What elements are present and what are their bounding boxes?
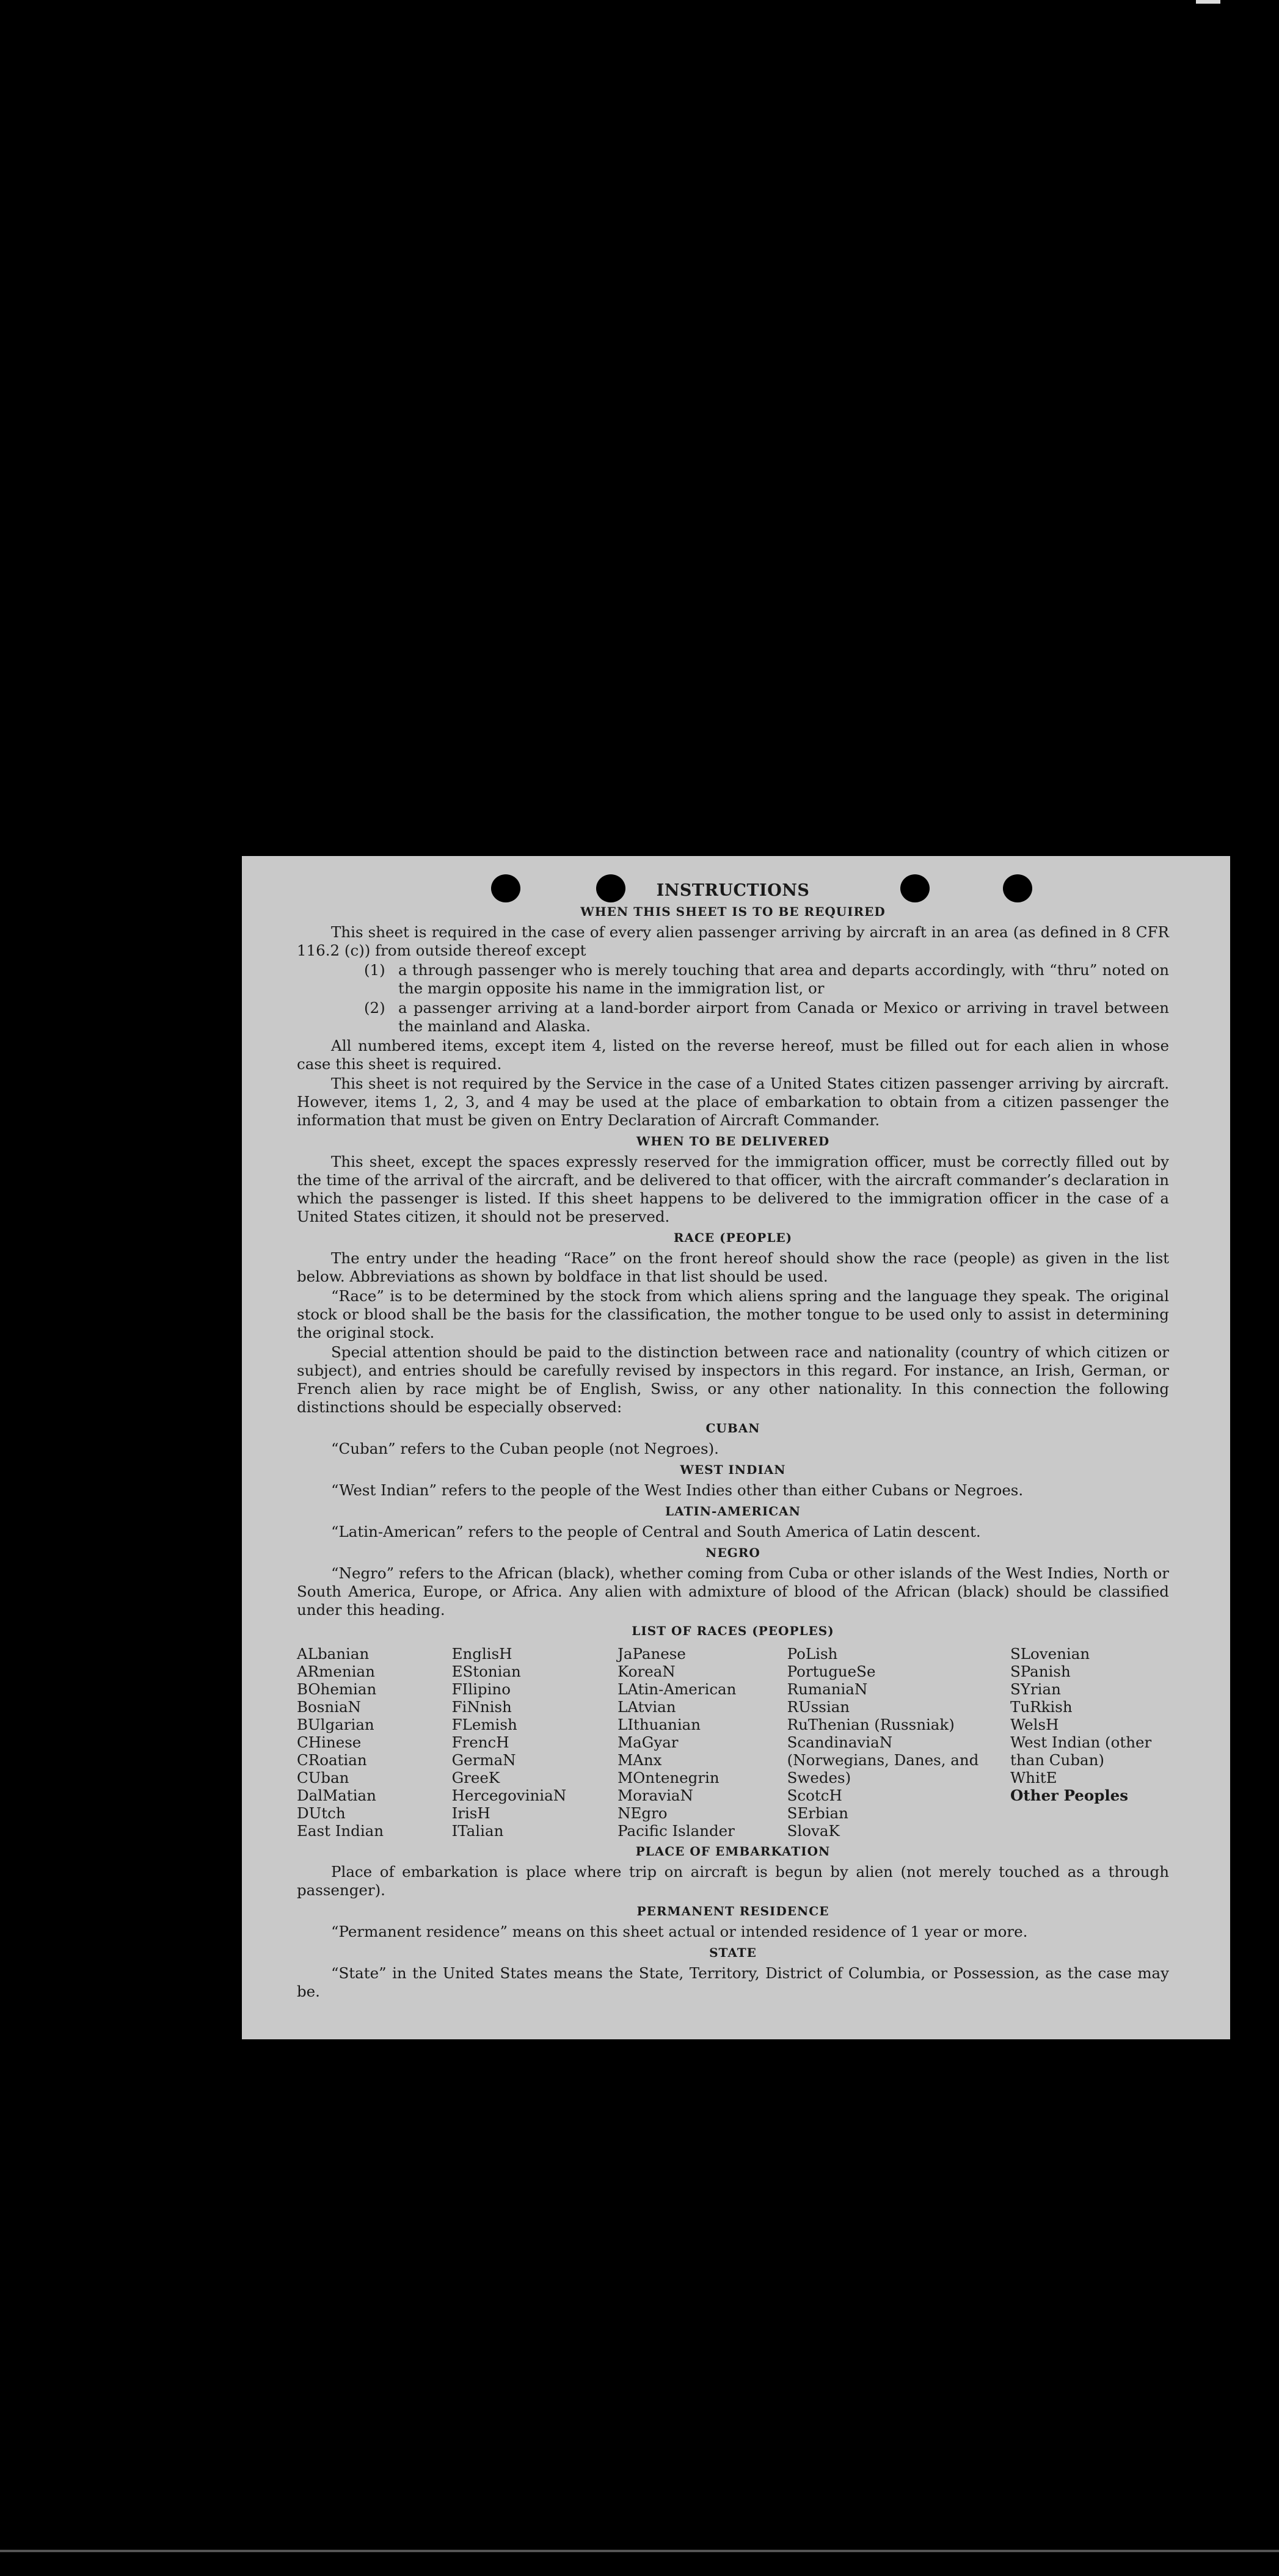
race-entry: PortugueSe: [787, 1663, 876, 1680]
race-entry: CUban: [297, 1769, 349, 1787]
races-column: [618, 1645, 787, 1840]
race-entry: ITalian: [451, 1822, 504, 1840]
race-entry: MaGyar: [618, 1733, 679, 1751]
race-entry: FiNnish: [451, 1698, 512, 1716]
section-heading: RACE (PEOPLE): [673, 1230, 793, 1245]
race-entry: MOntenegrin: [618, 1769, 720, 1787]
paragraph: Special attention should be paid to the distinction between race and nationality (country of which citizen or subject), and entries should be carefully revised by inspectors in this regard. For instance, an Irish, German, or French alien by race might be of English, Swiss, or any other nationality. In this connection the following distinctions should be especially observed:: [297, 1343, 1169, 1416]
section-heading: STATE: [709, 1945, 757, 1960]
paragraph: “State” in the United States means the State, Territory, District of Columbia, or Possession, as the case may be.: [297, 1964, 1169, 2000]
punch-hole: [596, 874, 625, 902]
race-entry: PoLish: [787, 1645, 838, 1663]
section-heading: WHEN TO BE DELIVERED: [636, 1134, 830, 1148]
race-entry: ALbanian: [297, 1645, 370, 1663]
race-entry: LAtvian: [618, 1698, 676, 1716]
race-entry: IrisH: [451, 1804, 490, 1822]
page-title: INSTRUCTIONS: [656, 881, 810, 900]
item-text: a through passenger who is merely touching that area and departs accordingly, with “thru” noted on the margin opposite his name in the immigration list, or: [398, 961, 1169, 997]
paragraph: “Cuban” refers to the Cuban people (not Negroes).: [331, 1440, 719, 1457]
race-entry: LAtin-American: [618, 1680, 737, 1698]
paragraph: This sheet is not required by the Service in the case of a United States citizen passenger arriving by aircraft. However, items 1, 2, 3, and 4 may be used at the place of embarkation to obtain from a citizen passenger the information that must be given on Entry Declaration of Aircraft Commander.: [297, 1075, 1169, 1129]
race-entry: RUssian: [787, 1698, 850, 1716]
paragraph: “Latin-American” refers to the people of Central and South America of Latin descent.: [331, 1523, 981, 1540]
section-heading: NEGRO: [705, 1545, 760, 1560]
race-entry: CRoatian: [297, 1751, 367, 1769]
races-column: [1010, 1645, 1169, 1840]
races-column: [452, 1645, 618, 1840]
race-entry: WelsH: [1010, 1716, 1059, 1733]
paragraph: Place of embarkation is place where trip on aircraft is begun by alien (not merely touched as a through passenger).: [297, 1863, 1169, 1899]
punch-hole: [900, 874, 930, 902]
race-entry: ScotcH: [787, 1787, 842, 1804]
race-entry: WhitE: [1010, 1769, 1057, 1787]
race-entry: ARmenian: [297, 1663, 375, 1680]
race-entry: BOhemian: [297, 1680, 377, 1698]
race-entry: FrencH: [451, 1733, 509, 1751]
paragraph: This sheet is required in the case of every alien passenger arriving by aircraft in an area (as defined in 8 CFR 116.2 (c)) from outside thereof except: [297, 923, 1169, 959]
paragraph: The entry under the heading “Race” on the front hereof should show the race (people) as given in the list below. Abbreviations as shown by boldface in that list should be used.: [297, 1249, 1169, 1285]
paragraph: “Race” is to be determined by the stock from which aliens spring and the language they speak. The original stock or blood shall be the basis for the classification, the mother tongue to be used only to assist in determining the original stock.: [297, 1287, 1169, 1341]
race-entry: LIthuanian: [618, 1716, 701, 1733]
paragraph: “Permanent residence” means on this sheet actual or intended residence of 1 year or more.: [331, 1923, 1028, 1940]
race-entry: CHinese: [297, 1733, 362, 1751]
scan-edge-line: [0, 2550, 1279, 2552]
race-entry: BosniaN: [297, 1698, 361, 1716]
edge-mark: [1196, 0, 1220, 4]
paragraph: This sheet, except the spaces expressly reserved for the immigration officer, must be correctly filled out by the time of the arrival of the aircraft, and be delivered to that officer, with the aircraft commander’s declaration in which the passenger is listed. If this sheet happens to be delivered to the immigration officer in the case of a United States citizen, it should not be preserved.: [297, 1153, 1169, 1225]
race-entry: West Indian (other than Cuban): [1010, 1733, 1152, 1769]
race-entry: SErbian: [787, 1804, 848, 1822]
punch-hole: [1003, 874, 1032, 902]
section-heading: WHEN THIS SHEET IS TO BE REQUIRED: [580, 904, 886, 919]
section-heading: LATIN-AMERICAN: [665, 1504, 801, 1518]
race-entry: TuRkish: [1010, 1698, 1073, 1716]
paragraph: “Negro” refers to the African (black), whether coming from Cuba or other islands of the West Indies, North or South America, Europe, or Africa. Any alien with admixture of blood of the African (black) should be classified under this heading.: [297, 1564, 1169, 1619]
instruction-sheet: [242, 856, 1230, 2039]
section-heading: PLACE OF EMBARKATION: [635, 1844, 831, 1859]
race-entry: SPanish: [1010, 1663, 1071, 1680]
race-entry: MAnx: [618, 1751, 662, 1769]
race-entry: DalMatian: [297, 1787, 376, 1804]
race-entry: EnglisH: [451, 1645, 512, 1663]
item-number: (2): [364, 999, 385, 1017]
paragraph: “West Indian” refers to the people of the West Indies other than either Cubans or Negroes.: [331, 1481, 1024, 1499]
section-heading: LIST OF RACES (PEOPLES): [632, 1624, 834, 1638]
race-entry: Pacific Islander: [618, 1822, 735, 1840]
race-entry: GreeK: [451, 1769, 500, 1787]
race-entry: DUtch: [297, 1804, 346, 1822]
list-item: [364, 999, 1169, 1036]
section-heading: CUBAN: [705, 1421, 760, 1435]
race-entry: KoreaN: [618, 1663, 676, 1680]
race-entry: FIlipino: [451, 1680, 511, 1698]
race-entry: East Indian: [297, 1822, 384, 1840]
section-heading: WEST INDIAN: [680, 1462, 786, 1477]
race-entry: EStonian: [451, 1663, 521, 1680]
race-entry: ScandinaviaN (Norwegians, Danes, and Swedes): [787, 1733, 979, 1787]
paragraph: All numbered items, except item 4, listed on the reverse hereof, must be filled out for each alien in whose case this sheet is required.: [297, 1037, 1169, 1073]
race-entry: SLovenian: [1010, 1645, 1090, 1663]
races-column: [297, 1645, 452, 1840]
list-item: [364, 961, 1169, 998]
races-column: [787, 1645, 1010, 1840]
race-entry: SYrian: [1010, 1680, 1061, 1698]
item-number: (1): [364, 961, 385, 979]
races-list: [297, 1645, 1169, 1840]
race-entry: SlovaK: [787, 1822, 840, 1840]
race-entry: RuThenian (Russniak): [787, 1716, 955, 1733]
race-entry: JaPanese: [618, 1645, 686, 1663]
race-entry: MoraviaN: [618, 1787, 693, 1804]
punch-hole: [491, 874, 520, 902]
race-entry: GermaN: [451, 1751, 516, 1769]
race-entry: Other Peoples: [1010, 1787, 1129, 1804]
item-text: a passenger arriving at a land-border airport from Canada or Mexico or arriving in travel between the mainland and Alaska.: [398, 999, 1169, 1035]
section-heading: PERMANENT RESIDENCE: [636, 1904, 829, 1918]
race-entry: BUlgarian: [297, 1716, 374, 1733]
race-entry: NEgro: [618, 1804, 668, 1822]
race-entry: HercegoviniaN: [451, 1787, 567, 1804]
race-entry: FLemish: [451, 1716, 517, 1733]
race-entry: RumaniaN: [787, 1680, 868, 1698]
